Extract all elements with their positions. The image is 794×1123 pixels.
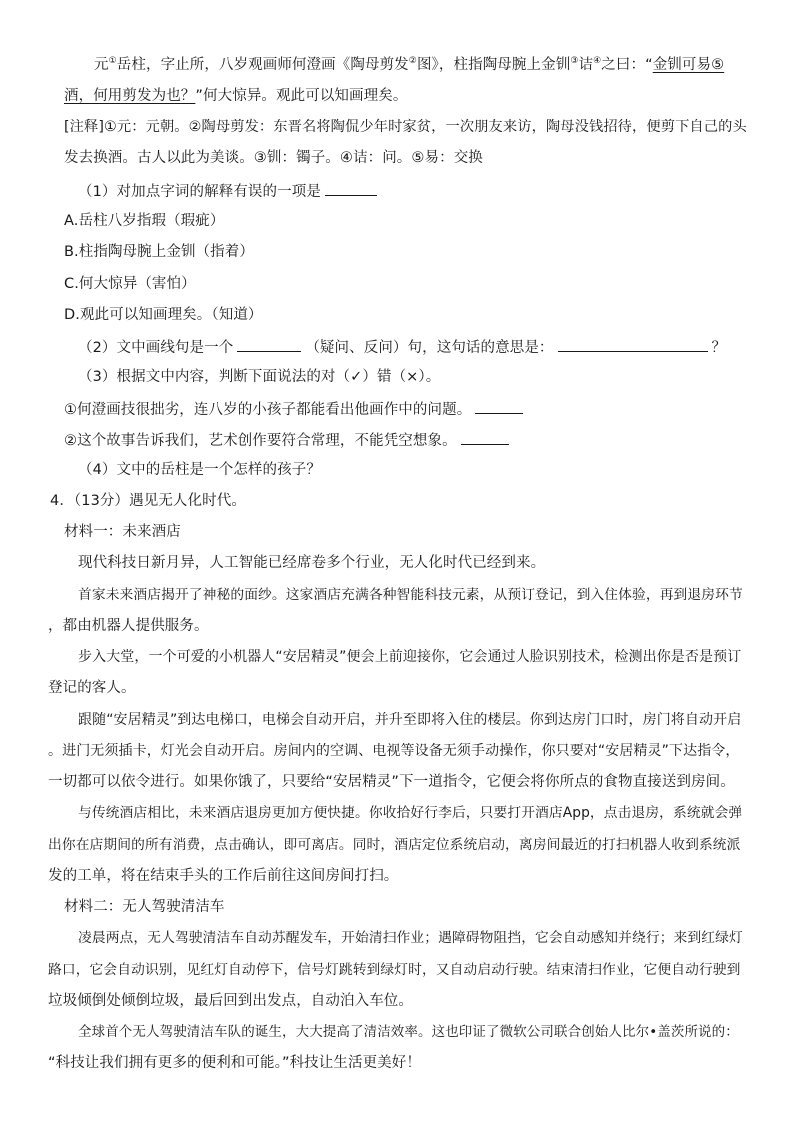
paragraph-4-line-1: 跟随“安居精灵”到达电梯口，电梯会自动开启，并升至即将入住的楼层。你到达房门口时，房门将自动开启	[78, 712, 742, 728]
paragraph-7-line-1: 全球首个无人驾驶清洁车队的诞生，大大提高了清洁效率。这也印证了微软公司联合创始人比尔•盖茨所说的：	[78, 1024, 739, 1040]
question-text: （1）对加点字词的解释有误的一项是	[78, 184, 321, 200]
answer-blank[interactable]	[237, 337, 301, 352]
paragraph-4-line-3: 一切都可以依令进行。如果你饿了，只要给“安居精灵”下一道指令，它便会将你所点的食物直接送到房间。	[48, 774, 735, 790]
paragraph-5-line-2: 出你在店期间的所有消费，点击确认，即可离店。同时，酒店定位系统启动，离房间最近的打扫机器人收到系统派	[48, 837, 741, 853]
paragraph-5-line-3: 发的工单，将在结束手头的工作后前往这间房间打扫。	[48, 868, 399, 884]
footnote-marker: ④	[593, 56, 602, 66]
text: 元	[94, 57, 109, 73]
underlined-sentence: 金钏可易⑤	[652, 57, 725, 73]
notes-line-2: 发去换酒。古人以此为美谈。③钏：镯子。④诘：问。⑤易：交换	[64, 150, 483, 166]
paragraph-7-line-2: “科技让我们拥有更多的便利和可能。”科技让生活更美好！	[48, 1055, 421, 1071]
text: 诘	[578, 57, 594, 73]
paragraph-2-line-2: ，都由机器人提供服务。	[48, 618, 209, 634]
option-b: B.柱指陶母腕上金钏（指着）	[64, 244, 254, 260]
answer-blank[interactable]	[475, 399, 523, 414]
footnote-marker: ③	[570, 56, 579, 66]
question-text: （2）文中画线句是一个	[78, 340, 234, 356]
text: 图》，柱指陶母腕上金钏	[416, 57, 571, 73]
option-c: C.何大惊异（害怕）	[64, 276, 196, 292]
material-1-title: 材料一：未来酒店	[64, 524, 181, 540]
footnote-marker: ②	[408, 56, 417, 66]
text: ”何大惊异。观此可以知画理矣。	[195, 88, 408, 104]
passage-line-2	[64, 87, 407, 105]
paragraph-3-line-2: 登记的客人。	[48, 680, 136, 696]
question-4-stem: （4）文中的岳柱是一个怎样的孩子？	[78, 462, 321, 478]
answer-blank[interactable]	[558, 337, 708, 352]
material-2-title: 材料二：无人驾驶清洁车	[64, 899, 225, 915]
question-3-item-2	[64, 430, 513, 450]
question-text: （疑问、反问）句，这句话的意思是：	[305, 340, 554, 356]
paragraph-1: 现代科技日新月异，人工智能已经席卷多个行业，无人化时代已经到来。	[78, 555, 546, 571]
statement-text: ①何澄画技很拙劣，连八岁的小孩子都能看出他画作中的问题。	[64, 402, 472, 418]
text: 岳柱，字止所，八岁观画师何澄画《陶母剪发	[116, 57, 409, 73]
paragraph-4-line-2: 。进门无须插卡，灯光会自动开启。房间内的空调、电视等设备无须手动操作，你只要对“安居精灵”下达指令，	[48, 743, 740, 759]
passage-line-1	[94, 56, 724, 74]
answer-blank[interactable]	[325, 181, 377, 196]
statement-text: ②这个故事告诉我们，艺术创作要符合常理，不能凭空想象。	[64, 433, 457, 449]
paragraph-6-line-2: 路口，它会自动识别，见红灯自动停下，信号灯跳转到绿灯时，又自动启动行驶。结束清扫作业，它便自动行驶到	[48, 962, 741, 978]
question-text: ？	[711, 340, 727, 356]
paragraph-5-line-1: 与传统酒店相比，未来酒店退房更加方便快捷。你收拾好行李后，只要打开酒店App，点击退房，系统就会弹	[78, 805, 743, 821]
underlined-sentence: 酒，何用剪发为也？	[64, 88, 196, 104]
paragraph-6-line-1: 凌晨两点，无人驾驶清洁车自动苏醒发车，开始清扫作业；遇障碍物阻挡，它会自动感知并绕行；来到红绿灯	[78, 930, 743, 946]
option-d: D.观此可以知画理矣。（知道）	[64, 307, 263, 323]
option-a: A.岳柱八岁指瑕（瑕疵）	[64, 213, 225, 229]
paragraph-3-line-1: 步入大堂，一个可爱的小机器人“安居精灵”便会上前迎接你，它会通过人脸识别技术，检测出你是否是预订	[78, 649, 742, 665]
question-2	[78, 337, 726, 357]
notes-line-1: [注释]①元：元朝。②陶母剪发：东晋名将陶侃少年时家贫，一次朋友来访，陶母没钱招待，便剪下自己的头	[64, 119, 747, 135]
paragraph-2-line-1: 首家未来酒店揭开了神秘的面纱。这家酒店充满各种智能科技元素，从预订登记，到入住体验，再到退房环节	[78, 587, 743, 603]
section-4-heading: 4．（13分）遇见无人化时代。	[50, 493, 246, 509]
question-3-item-1	[64, 399, 527, 419]
text: 之曰：“	[601, 57, 653, 73]
footnote-marker: ①	[108, 56, 117, 66]
paragraph-6-line-3: 垃圾倾倒处倾倒垃圾，最后回到出发点，自动泊入车位。	[48, 993, 413, 1009]
answer-blank[interactable]	[461, 430, 509, 445]
question-3-stem: （3）根据文中内容，判断下面说法的对（✓）错（×）。	[78, 369, 441, 385]
question-1-stem	[78, 181, 381, 201]
